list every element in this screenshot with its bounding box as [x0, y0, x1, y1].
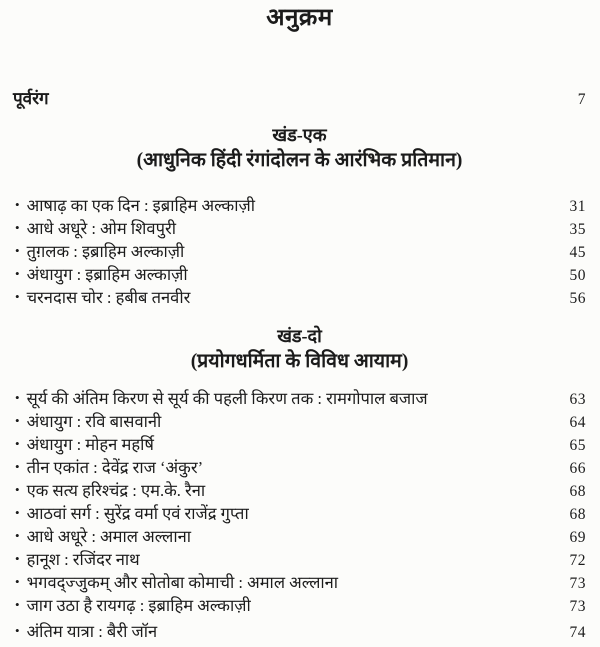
toc-entry-row	[13, 433, 586, 456]
section-two-entries	[13, 387, 586, 643]
bullet-icon: •	[15, 390, 20, 405]
entry-title	[13, 433, 154, 457]
entry-title-text: आठवां सर्ग : सुरेंद्र वर्मा एवं राजेंद्र गुप्ता	[26, 504, 249, 523]
entry-title	[13, 387, 428, 411]
prelim-row	[13, 88, 586, 110]
toc-entry-row	[13, 548, 586, 571]
bullet-icon: •	[15, 551, 20, 566]
entry-title-text: आधे अधूरे : अमाल अल्लाना	[26, 527, 192, 546]
entry-page-number: 31	[569, 198, 586, 215]
entry-title	[13, 594, 251, 618]
toc-section-two	[13, 325, 586, 643]
toc-entry-row	[13, 456, 586, 479]
bullet-icon: •	[15, 597, 20, 612]
entry-title	[13, 525, 191, 549]
entry-title-text: आषाढ़ का एक दिन : इब्राहिम अल्काज़ी	[26, 196, 256, 215]
entry-title-text: अंधायुग : इब्राहिम अल्काज़ी	[26, 265, 188, 284]
toc-entry-row	[13, 479, 586, 502]
entry-title-text: एक सत्य हरिश्चंद्र : एम.के. रैना	[26, 481, 206, 500]
entry-title	[13, 502, 249, 526]
toc-entry-row	[13, 387, 586, 410]
entry-title-text: चरनदास चोर : हबीब तनवीर	[26, 288, 191, 307]
bullet-icon: •	[15, 482, 20, 497]
section-two-heading: खंड-दो	[277, 326, 322, 346]
entry-page-number: 72	[569, 552, 586, 569]
entry-page-number: 73	[569, 598, 586, 615]
entry-title	[13, 194, 255, 218]
entry-title	[13, 240, 184, 264]
toc-entry-row	[13, 502, 586, 525]
entry-title	[13, 410, 161, 434]
entry-page-number: 63	[569, 391, 586, 408]
toc-entry-row	[13, 217, 586, 240]
bullet-icon: •	[15, 289, 20, 304]
entry-page-number: 68	[569, 483, 586, 500]
toc-section-one	[13, 124, 586, 309]
toc-entry-row	[13, 240, 586, 263]
entry-title-text: अंतिम यात्रा : बैरी जॉन	[26, 622, 158, 641]
entry-page-number: 69	[569, 529, 586, 546]
toc-entry-row	[13, 263, 586, 286]
toc-entry-row	[13, 286, 586, 309]
bullet-icon: •	[15, 266, 20, 281]
section-two-subheading: (प्रयोगधर्मिता के विविध आयाम)	[190, 351, 409, 372]
entry-page-number: 45	[569, 244, 586, 261]
entry-title	[13, 620, 157, 644]
toc-entry-row	[13, 620, 586, 643]
entry-title-text: भगवद्ज्जुकम् और सोतोबा कोमाची : अमाल अल्लाना	[26, 573, 339, 592]
bullet-icon: •	[15, 197, 20, 212]
entry-page-number: 65	[569, 437, 586, 454]
toc-entry-row	[13, 571, 586, 594]
entry-title	[13, 479, 205, 503]
bullet-icon: •	[15, 243, 20, 258]
bullet-icon: •	[15, 528, 20, 543]
bullet-icon: •	[15, 436, 20, 451]
entry-title	[13, 286, 190, 310]
entry-page-number: 35	[569, 221, 586, 238]
entry-title-text: हानूश : रजिंदर नाथ	[26, 550, 140, 569]
toc-entry-row	[13, 525, 586, 548]
entry-page-number: 68	[569, 506, 586, 523]
bullet-icon: •	[15, 459, 20, 474]
entry-title-text: अंधायुग : मोहन महर्षि	[26, 435, 154, 454]
section-one-heading: खंड-एक	[272, 125, 327, 145]
toc-entry-row	[13, 410, 586, 433]
entry-title	[13, 548, 140, 572]
entry-title	[13, 217, 176, 241]
prelim-label: पूर्वरंग	[13, 89, 49, 108]
entry-page-number: 66	[569, 460, 586, 477]
entry-title-text: अंधायुग : रवि बासवानी	[26, 412, 162, 431]
entry-title	[13, 263, 188, 287]
entry-title-text: तीन एकांत : देवेंद्र राज ‘अंकुर’	[26, 458, 204, 477]
entry-title	[13, 456, 203, 480]
toc-entry-row	[13, 594, 586, 617]
bullet-icon: •	[15, 220, 20, 235]
bullet-icon: •	[15, 623, 20, 638]
prelim-page-number: 7	[577, 91, 586, 108]
bullet-icon: •	[15, 505, 20, 520]
section-one-subheading: (आधुनिक हिंदी रंगांदोलन के आरंभिक प्रतिमान)	[136, 150, 463, 171]
entry-title-text: सूर्य की अंतिम किरण से सूर्य की पहली किरण तक : रामगोपाल बजाज	[26, 389, 428, 408]
entry-page-number: 50	[569, 267, 586, 284]
bullet-icon: •	[15, 413, 20, 428]
entry-title-text: जाग उठा है रायगढ़ : इब्राहिम अल्काज़ी	[26, 596, 251, 615]
toc-entry-row	[13, 194, 586, 217]
section-one-entries	[13, 194, 586, 309]
entry-page-number: 64	[569, 414, 586, 431]
page-title: अनुक्रम	[266, 5, 333, 31]
entry-page-number: 73	[569, 575, 586, 592]
entry-page-number: 74	[569, 624, 586, 641]
bullet-icon: •	[15, 574, 20, 589]
entry-title-text: आधे अधूरे : ओम शिवपुरी	[26, 219, 176, 238]
entry-title	[13, 571, 338, 595]
entry-page-number: 56	[569, 290, 586, 307]
entry-title-text: तुग़लक : इब्राहिम अल्काज़ी	[26, 242, 185, 261]
